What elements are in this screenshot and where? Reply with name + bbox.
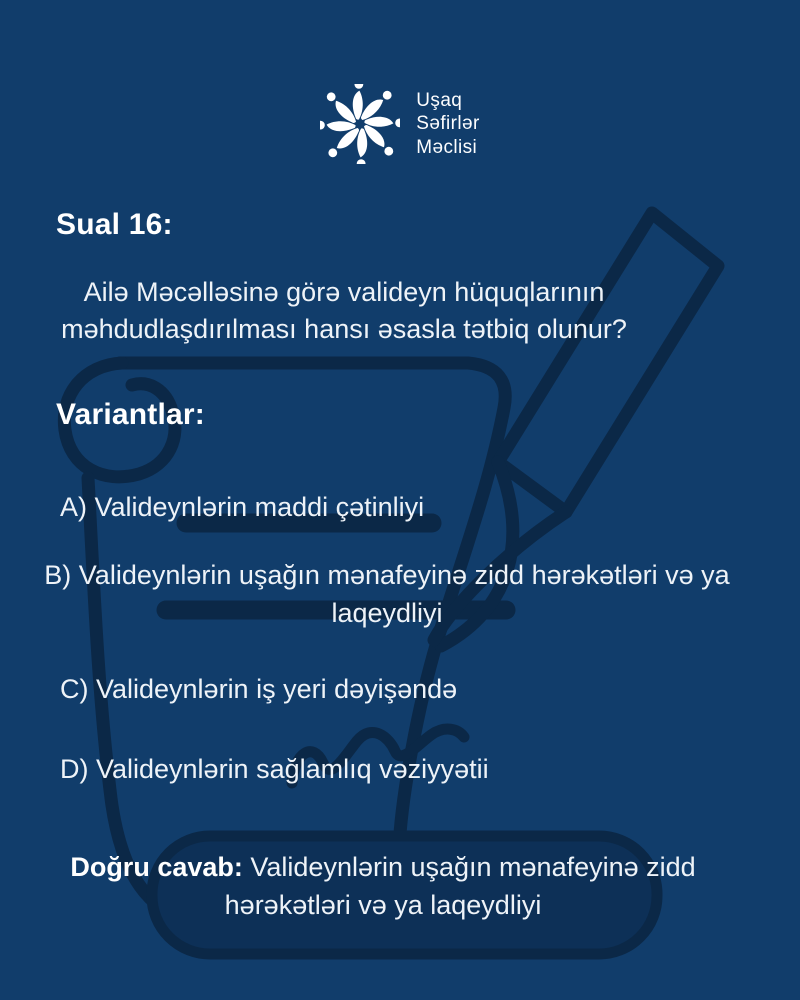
- logo-wordmark: [416, 89, 479, 160]
- logo: [0, 84, 800, 164]
- logo-line-3: Məclisi: [416, 136, 478, 158]
- question-text: Ailə Məcəlləsinə görə valideyn hüquqlarının məhdudlaşdırılması hansı əsasla tətbiq olunur?: [61, 277, 627, 345]
- correct-answer-text: Valideynlərin uşağın mənafeyinə zidd hərəkətləri və ya laqeydliyi: [224, 852, 696, 920]
- logo-line-1: Uşaq: [416, 89, 463, 111]
- question-number-heading: Sual 16:: [56, 208, 173, 241]
- logo-line-2: Səfirlər: [416, 113, 480, 135]
- correct-answer-label: Doğru cavab:: [70, 852, 243, 882]
- option-a: A) Valideynlərin maddi çətinliyi: [60, 492, 425, 522]
- logo-swirl-icon: [320, 84, 400, 164]
- option-b: B) Valideynlərin uşağın mənafeyinə zidd hərəkətləri və ya laqeydliyi: [44, 560, 730, 628]
- option-d: D) Valideynlərin sağlamlıq vəziyyətii: [60, 754, 489, 784]
- correct-answer: [30, 849, 736, 925]
- options-heading: Variantlar:: [56, 398, 205, 431]
- option-c: C) Valideynlərin iş yeri dəyişəndə: [60, 674, 458, 704]
